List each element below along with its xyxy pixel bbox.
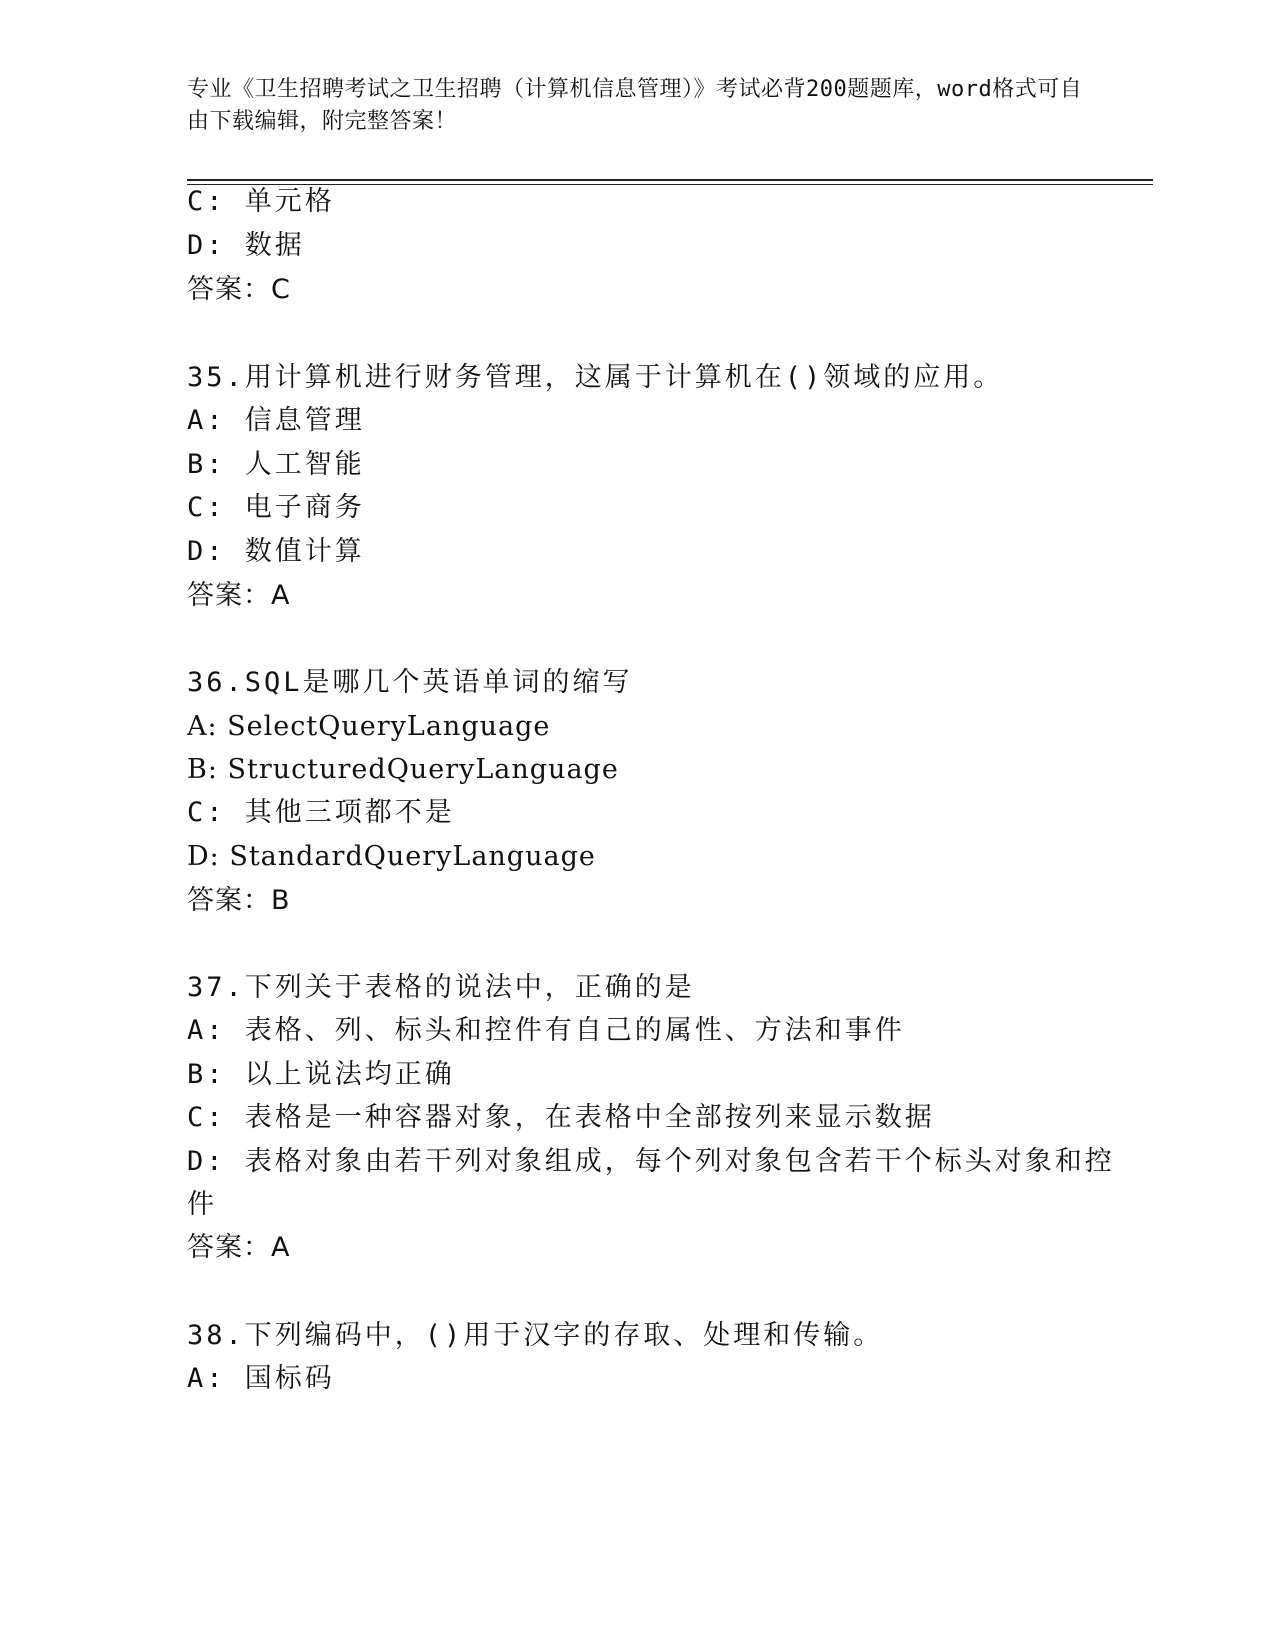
q35-answer: 答案：A bbox=[187, 580, 291, 611]
document-header: 专业《卫生招聘考试之卫生招聘（计算机信息管理）》考试必背200题题库，word格式可自由下载编辑，附完整答案！ bbox=[187, 77, 1083, 134]
q34-option-c: C: 单元格 bbox=[187, 186, 335, 217]
q35-option-a: A: 信息管理 bbox=[187, 405, 365, 436]
q38-option-a: A: 国标码 bbox=[187, 1363, 335, 1394]
q37-option-c: C: 表格是一种容器对象，在表格中全部按列来显示数据 bbox=[187, 1102, 935, 1133]
q34-answer: 答案：C bbox=[187, 274, 291, 305]
q36-option-d: D: StandardQueryLanguage bbox=[187, 841, 596, 872]
q37-option-a: A: 表格、列、标头和控件有自己的属性、方法和事件 bbox=[187, 1015, 905, 1046]
q37-option-d-line2: 件 bbox=[187, 1189, 217, 1220]
q36-option-c: C: 其他三项都不是 bbox=[187, 797, 455, 828]
q37-option-d-line1: D: 表格对象由若干列对象组成，每个列对象包含若干个标头对象和控 bbox=[187, 1146, 1115, 1177]
header-divider-thick bbox=[187, 179, 1153, 181]
q38-question: 38.下列编码中，()用于汉字的存取、处理和传输。 bbox=[187, 1320, 884, 1351]
q35-option-b: B: 人工智能 bbox=[187, 449, 365, 480]
q34-option-d: D: 数据 bbox=[187, 230, 305, 261]
q35-option-d: D: 数值计算 bbox=[187, 536, 365, 567]
q37-option-b: B: 以上说法均正确 bbox=[187, 1059, 455, 1090]
q36-answer: 答案：B bbox=[187, 885, 291, 916]
q37-answer: 答案：A bbox=[187, 1232, 291, 1263]
q37-question: 37.下列关于表格的说法中，正确的是 bbox=[187, 972, 695, 1003]
q36-option-a: A: SelectQueryLanguage bbox=[187, 711, 551, 742]
q36-question: 36.SQL是哪几个英语单词的缩写 bbox=[187, 667, 633, 698]
q35-option-c: C: 电子商务 bbox=[187, 492, 365, 523]
q35-question: 35.用计算机进行财务管理，这属于计算机在()领域的应用。 bbox=[187, 362, 1004, 393]
q36-option-b: B: StructuredQueryLanguage bbox=[187, 754, 619, 785]
